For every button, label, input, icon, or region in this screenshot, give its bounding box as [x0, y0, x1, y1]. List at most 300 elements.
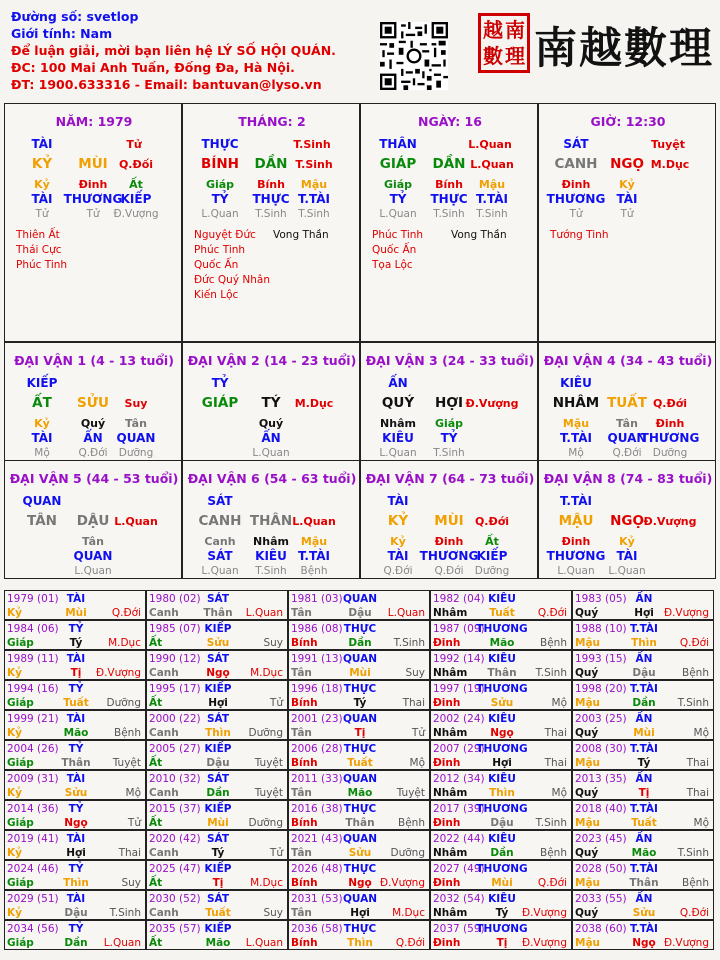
year-can: Tân	[291, 607, 312, 619]
year-thapthan: TÀI	[66, 833, 86, 845]
pillar-tang-can: Kỷ	[34, 178, 50, 191]
year-phase: T.Sinh	[535, 817, 567, 829]
year-can: Kỷ	[7, 907, 22, 919]
year-chi: Dần	[490, 847, 514, 859]
dai-van-chi: TUẤT	[607, 395, 647, 411]
year-phase: Mộ	[693, 727, 709, 739]
year-chi: Dậu	[348, 607, 372, 619]
year-cell	[4, 770, 146, 800]
year-thapthan: THỰC	[343, 623, 377, 635]
year-chi: Mùi	[633, 727, 655, 739]
year-label: 1991 (13)	[291, 653, 343, 665]
year-can: Quý	[575, 847, 599, 859]
year-phase: Q.Đới	[111, 607, 141, 619]
pillar-tang-can: Giáp	[383, 178, 413, 191]
year-chi: Hợi	[208, 697, 228, 709]
year-cell	[572, 590, 714, 620]
year-cell	[288, 650, 430, 680]
year-phase: Tử	[411, 727, 425, 739]
year-can: Bính	[291, 697, 318, 709]
year-chi: Thân	[203, 607, 233, 619]
year-label: 2028 (50)	[575, 863, 627, 875]
year-label: 2026 (48)	[291, 863, 343, 875]
pillar-chi: MÙI	[78, 156, 108, 172]
year-label: 1987 (09)	[433, 623, 485, 635]
pillar-star-bad: Vong Thần	[273, 229, 329, 241]
year-cell	[430, 920, 572, 950]
dai-van-tang-phase: L.Quan	[379, 447, 417, 459]
year-can: Giáp	[7, 937, 34, 949]
dai-van-chi: NGỌ	[610, 513, 644, 529]
year-cell	[572, 830, 714, 860]
year-thapthan: QUAN	[342, 833, 378, 845]
year-label: 2019 (41)	[7, 833, 59, 845]
year-can: Mậu	[575, 877, 601, 889]
dai-van-tang-phase: Mộ	[34, 447, 50, 459]
pillar-phase: T.Sinh	[433, 208, 465, 220]
year-phase: Bệnh	[114, 727, 141, 739]
dai-van-title: ĐẠI VẬN 4 (34 - 43 tuổi)	[543, 353, 713, 368]
year-thapthan: QUAN	[342, 713, 378, 725]
pillar-title: THÁNG: 2	[238, 114, 306, 129]
year-phase: M.Dục	[250, 877, 283, 889]
dai-van-thapthan-tang: TÀI	[616, 549, 638, 563]
year-label: 2022 (44)	[433, 833, 485, 845]
year-chi: Tuất	[631, 817, 657, 829]
contact-note: Để luận giải, mời bạn liên hệ LÝ SỐ HỘI QUÁN.	[11, 43, 336, 58]
year-cell	[146, 590, 288, 620]
pillar-phase: Tử	[620, 208, 634, 220]
year-can: Bính	[291, 817, 318, 829]
dai-van-thapthan: QUAN	[22, 494, 62, 508]
dai-van-chi: TÝ	[261, 395, 281, 411]
year-label: 2015 (37)	[149, 803, 201, 815]
year-label: 2016 (38)	[291, 803, 343, 815]
qr-code-icon	[380, 21, 448, 91]
year-phase: Mộ	[693, 817, 709, 829]
year-cell	[4, 920, 146, 950]
year-thapthan: TỶ	[68, 623, 84, 635]
dai-van-tang-can: Kỷ	[390, 535, 406, 548]
dai-van-thapthan-tang: QUAN	[116, 431, 156, 445]
year-chi: Mùi	[65, 607, 87, 619]
year-phase: Dưỡng	[390, 847, 425, 859]
year-can: Bính	[291, 877, 318, 889]
year-cell	[288, 920, 430, 950]
year-can: Giáp	[7, 637, 34, 649]
year-chi: Mão	[63, 727, 89, 739]
year-phase: Đ.Vượng	[663, 937, 709, 949]
pillar-tang-can: Giáp	[205, 178, 235, 191]
year-thapthan: KIÊU	[488, 833, 516, 845]
year-cell	[4, 860, 146, 890]
dai-van-thapthan: SÁT	[207, 494, 233, 508]
year-chi: Thìn	[489, 787, 515, 799]
dai-van-tang-phase: Q.Đới	[612, 447, 642, 459]
year-thapthan: ẤN	[635, 653, 653, 665]
year-thapthan: THƯƠNG	[476, 683, 528, 695]
year-chi: Tý	[211, 847, 225, 859]
year-chi: Dần	[632, 697, 656, 709]
year-thapthan: KIẾP	[204, 923, 232, 935]
year-chi: Mão	[489, 637, 515, 649]
year-cell	[288, 590, 430, 620]
year-label: 1992 (14)	[433, 653, 485, 665]
year-can: Tân	[291, 667, 312, 679]
year-cell	[146, 620, 288, 650]
year-thapthan: SÁT	[206, 773, 230, 785]
year-chi: Dần	[348, 637, 372, 649]
year-chi: Tị	[212, 877, 224, 889]
year-phase: Bệnh	[540, 637, 567, 649]
dai-van-title: ĐẠI VẬN 6 (54 - 63 tuổi)	[187, 471, 357, 486]
year-label: 1998 (20)	[575, 683, 627, 695]
year-thapthan: T.TÀI	[630, 743, 658, 755]
year-thapthan: THỰC	[343, 863, 377, 875]
year-cell	[4, 710, 146, 740]
year-phase: Bệnh	[398, 817, 425, 829]
year-phase: Thai	[686, 787, 709, 799]
year-thapthan: TỶ	[68, 743, 84, 755]
year-phase: Đ.Vượng	[521, 907, 567, 919]
dai-van-tang-can: Ất	[485, 535, 499, 548]
pillar-thapthan: SÁT	[563, 137, 589, 151]
pillar-tang-can: Đinh	[561, 178, 591, 191]
year-can: Tân	[291, 907, 312, 919]
year-phase: Thai	[544, 757, 567, 769]
year-chi: Tuất	[347, 757, 373, 769]
year-can: Đinh	[433, 817, 461, 829]
year-thapthan: THƯƠNG	[476, 743, 528, 755]
year-chi: Hợi	[634, 607, 654, 619]
year-cell	[430, 800, 572, 830]
chart-name: Đường số: svetlop	[11, 9, 139, 24]
year-can: Mậu	[575, 757, 601, 769]
pillar-thapthan: TÀI	[31, 137, 53, 151]
dai-van-chi: DẬU	[76, 513, 110, 529]
year-label: 2010 (32)	[149, 773, 201, 785]
dai-van-can: TÂN	[27, 513, 57, 529]
dai-van-can: QUÝ	[381, 395, 415, 411]
year-label: 1982 (04)	[433, 593, 485, 605]
year-chi: Dậu	[632, 667, 656, 679]
year-chi: Tuất	[489, 607, 515, 619]
year-cell	[572, 710, 714, 740]
year-cell	[288, 770, 430, 800]
dai-van-tang-can: Nhâm	[380, 417, 416, 430]
dai-van-thapthan: ẤN	[388, 376, 408, 390]
year-label: 1986 (08)	[291, 623, 343, 635]
pillar-cell	[538, 103, 716, 342]
dai-van-title: ĐẠI VẬN 3 (24 - 33 tuổi)	[365, 353, 535, 368]
year-chi: Tị	[638, 787, 650, 799]
year-label: 2014 (36)	[7, 803, 59, 815]
year-can: Canh	[149, 907, 179, 919]
year-chi: Ngọ	[490, 727, 514, 739]
year-thapthan: THỰC	[343, 743, 377, 755]
dai-van-tang-phase: T.Sinh	[255, 565, 287, 577]
dai-van-thapthan: TỶ	[211, 376, 229, 390]
dai-van-can: ẤT	[32, 395, 52, 411]
header-info	[11, 8, 336, 93]
dai-van-tang-phase: T.Sinh	[433, 447, 465, 459]
year-chi: Tý	[637, 757, 651, 769]
dai-van-cell	[360, 460, 538, 579]
year-phase: T.Sinh	[109, 907, 141, 919]
pillar-star: Quốc Ấn	[194, 259, 239, 271]
dai-van-thapthan-tang: ẤN	[261, 431, 281, 445]
year-chi: Mùi	[491, 877, 513, 889]
dai-van-tang-phase: L.Quan	[252, 447, 290, 459]
year-can: Kỷ	[7, 787, 22, 799]
year-can: Tân	[291, 847, 312, 859]
year-thapthan: SÁT	[206, 893, 230, 905]
year-phase: Suy	[405, 667, 425, 679]
dai-van-tang-can: Kỷ	[34, 417, 50, 430]
year-cell	[4, 800, 146, 830]
year-can: Canh	[149, 667, 179, 679]
dai-van-thapthan-tang: T.TÀI	[298, 549, 330, 563]
pillar-phase: T.Sinh	[476, 208, 508, 220]
year-phase: Suy	[121, 877, 141, 889]
year-chi: Sửu	[348, 847, 372, 859]
dai-van-tang-can: Quý	[258, 417, 284, 430]
year-label: 1994 (16)	[7, 683, 59, 695]
pillar-thapthan-tang: TÀI	[31, 192, 53, 206]
year-can: Ất	[149, 877, 163, 889]
year-chi: Thân	[487, 667, 517, 679]
year-thapthan: TỶ	[68, 683, 84, 695]
year-can: Bính	[291, 937, 318, 949]
year-can: Canh	[149, 727, 179, 739]
pillar-phase: L.Quan	[379, 208, 417, 220]
dai-van-phase: Đ.Vượng	[465, 397, 519, 410]
year-chi: Dậu	[206, 757, 230, 769]
pillar-cannote: T.Sinh	[295, 158, 333, 171]
year-cell	[572, 650, 714, 680]
year-label: 2004 (26)	[7, 743, 59, 755]
year-can: Nhâm	[433, 727, 468, 739]
year-thapthan: THƯƠNG	[476, 863, 528, 875]
dai-van-phase: Q.Đới	[652, 397, 688, 410]
year-phase: Đ.Vượng	[95, 667, 141, 679]
year-phase: Q.Đới	[537, 877, 567, 889]
year-label: 1984 (06)	[7, 623, 59, 635]
dai-van-chi: THÂN	[249, 513, 293, 529]
year-can: Tân	[291, 727, 312, 739]
year-label: 2003 (25)	[575, 713, 627, 725]
pillar-thapthan-tang: T.TÀI	[298, 192, 330, 206]
year-cell	[146, 740, 288, 770]
year-thapthan: SÁT	[206, 593, 230, 605]
year-cell	[430, 770, 572, 800]
pillar-thapthan-tang: THƯƠNG	[63, 192, 123, 206]
pillar-star: Phúc Tinh	[16, 259, 68, 271]
year-thapthan: QUAN	[342, 773, 378, 785]
year-thapthan: KIÊU	[488, 773, 516, 785]
year-chi: Mùi	[207, 817, 229, 829]
dai-van-tang-phase: L.Quan	[608, 565, 646, 577]
brand-logo	[478, 13, 718, 75]
pillar-cell	[182, 103, 360, 342]
dai-van-tang-phase: L.Quan	[557, 565, 595, 577]
year-can: Ất	[149, 937, 163, 949]
dai-van-cell	[538, 460, 716, 579]
year-chi: Tị	[70, 667, 82, 679]
year-label: 2032 (54)	[433, 893, 485, 905]
year-thapthan: KIÊU	[488, 593, 516, 605]
year-thapthan: SÁT	[206, 713, 230, 725]
pillar-can: KỶ	[31, 156, 53, 172]
dai-van-phase: Đ.Vượng	[643, 515, 697, 528]
year-label: 2020 (42)	[149, 833, 201, 845]
year-phase: M.Dục	[392, 907, 425, 919]
dai-van-tang-can: Tân	[82, 535, 104, 548]
dai-van-tang-can: Đinh	[434, 535, 464, 548]
year-label: 1988 (10)	[575, 623, 627, 635]
dai-van-phase: L.Quan	[292, 515, 336, 528]
dai-van-title: ĐẠI VẬN 5 (44 - 53 tuổi)	[9, 471, 179, 486]
year-chi: Ngọ	[348, 877, 372, 889]
year-cell	[430, 860, 572, 890]
pillar-star: Quốc Ấn	[372, 244, 417, 256]
year-label: 1995 (17)	[149, 683, 201, 695]
year-label: 2017 (39)	[433, 803, 485, 815]
year-cell	[430, 710, 572, 740]
pillar-thapthan: THÂN	[379, 137, 417, 151]
year-thapthan: KIẾP	[204, 623, 232, 635]
year-label: 2029 (51)	[7, 893, 59, 905]
year-label: 2037 (59)	[433, 923, 485, 935]
year-thapthan: KIÊU	[488, 893, 516, 905]
dai-van-phase: L.Quan	[114, 515, 158, 528]
year-label: 2006 (28)	[291, 743, 343, 755]
dai-van-tang-can: Kỷ	[619, 535, 635, 548]
year-cell	[430, 740, 572, 770]
year-phase: L.Quan	[103, 937, 141, 949]
year-can: Quý	[575, 607, 599, 619]
pillar-thapthan-tang: TỶ	[389, 192, 407, 206]
dai-van-can: KỶ	[387, 513, 409, 529]
year-thapthan: QUAN	[342, 653, 378, 665]
year-can: Mậu	[575, 817, 601, 829]
pillar-chi: DẦN	[432, 156, 466, 172]
year-cell	[4, 890, 146, 920]
pillar-thapthan-tang: TỶ	[211, 192, 229, 206]
dai-van-cell	[182, 460, 360, 579]
year-thapthan: TÀI	[66, 593, 86, 605]
pillar-star: Kiến Lộc	[194, 289, 239, 301]
year-chi: Sửu	[490, 697, 514, 709]
year-cell	[288, 680, 430, 710]
pillar-thapthan: THỰC	[201, 137, 239, 151]
year-thapthan: THỰC	[343, 683, 377, 695]
year-can: Đinh	[433, 757, 461, 769]
pillar-truongsinh: L.Quan	[468, 138, 512, 151]
year-cell	[288, 710, 430, 740]
year-chi: Tuất	[63, 697, 89, 709]
pillar-star: Phúc Tinh	[372, 229, 424, 241]
year-cell	[146, 830, 288, 860]
year-phase: Tử	[269, 847, 283, 859]
pillar-star: Phúc Tinh	[194, 244, 246, 256]
year-label: 2007 (29)	[433, 743, 485, 755]
year-chi: Tý	[69, 637, 83, 649]
dai-van-tang-can: Mậu	[562, 417, 590, 430]
year-phase: T.Sinh	[677, 847, 709, 859]
pillar-star-bad: Vong Thần	[451, 229, 507, 241]
address: ĐC: 100 Mai Anh Tuấn, Đống Đa, Hà Nội.	[11, 60, 295, 75]
year-can: Kỷ	[7, 667, 22, 679]
year-phase: Dưỡng	[248, 727, 283, 739]
year-can: Giáp	[7, 817, 34, 829]
year-cell	[146, 920, 288, 950]
year-cell	[572, 770, 714, 800]
year-can: Nhâm	[433, 907, 468, 919]
year-label: 1997 (19)	[433, 683, 485, 695]
year-thapthan: THỰC	[343, 803, 377, 815]
year-label: 2008 (30)	[575, 743, 627, 755]
dai-van-phase: Suy	[124, 397, 148, 410]
dai-van-thapthan-tang: TÀI	[31, 431, 53, 445]
year-chi: Thân	[345, 817, 375, 829]
year-phase: Dưỡng	[106, 697, 141, 709]
year-chi: Thìn	[63, 877, 89, 889]
year-cell	[146, 680, 288, 710]
year-cell	[146, 800, 288, 830]
year-label: 1989 (11)	[7, 653, 59, 665]
dai-van-thapthan-tang: THƯƠNG	[546, 549, 606, 563]
year-cell	[430, 590, 572, 620]
year-thapthan: QUAN	[342, 893, 378, 905]
year-can: Đinh	[433, 877, 461, 889]
year-label: 2023 (45)	[575, 833, 627, 845]
gender: Giới tính: Nam	[11, 26, 113, 41]
pillar-star: Tướng Tinh	[550, 229, 609, 241]
year-can: Kỷ	[7, 847, 22, 859]
year-cell	[572, 620, 714, 650]
pillar-phase: T.Sinh	[255, 208, 287, 220]
pillar-star: Thiên Ất	[16, 229, 60, 241]
year-thapthan: TÀI	[66, 653, 86, 665]
dai-van-title: ĐẠI VẬN 2 (14 - 23 tuổi)	[187, 353, 357, 368]
year-chi: Tuất	[205, 907, 231, 919]
year-thapthan: T.TÀI	[630, 683, 658, 695]
year-chi: Sửu	[64, 787, 88, 799]
pillar-cannote: L.Quan	[470, 158, 514, 171]
year-phase: Thai	[544, 727, 567, 739]
dai-van-thapthan-tang: TỶ	[440, 431, 458, 445]
pillar-phase: Tử	[86, 208, 100, 220]
dai-van-tang-phase: Bệnh	[300, 565, 328, 577]
pillar-tang-can: Đinh	[78, 178, 108, 191]
year-label: 2009 (31)	[7, 773, 59, 785]
year-can: Đinh	[433, 637, 461, 649]
year-chi: Ngọ	[206, 667, 230, 679]
year-label: 2035 (57)	[149, 923, 201, 935]
year-cell	[4, 650, 146, 680]
year-can: Nhâm	[433, 787, 468, 799]
dai-van-cell	[360, 342, 538, 461]
year-cell	[572, 860, 714, 890]
year-label: 2005 (27)	[149, 743, 201, 755]
year-label: 2000 (22)	[149, 713, 201, 725]
pillar-cannote: M.Dục	[650, 158, 690, 171]
year-can: Bính	[291, 637, 318, 649]
year-cell	[146, 710, 288, 740]
year-label: 2027 (49)	[433, 863, 485, 875]
pillar-can: GIÁP	[379, 156, 417, 172]
